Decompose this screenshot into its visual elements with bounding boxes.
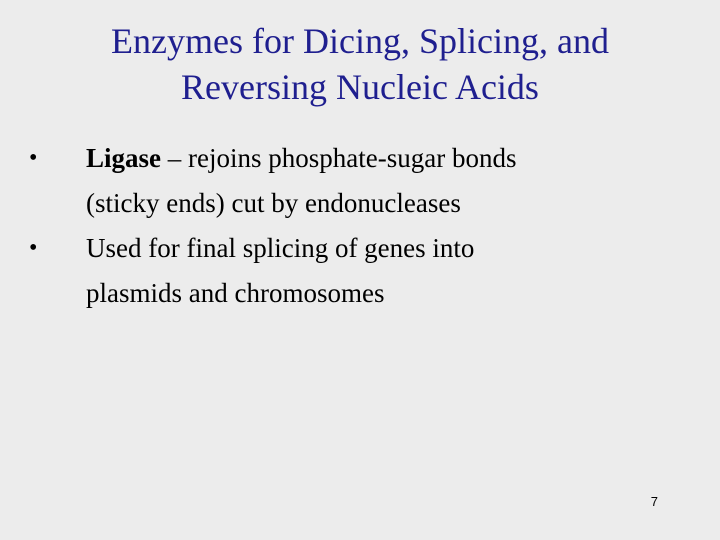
page-number: 7 (650, 494, 658, 509)
bullet-text-line-1: Used for final splicing of genes into (86, 233, 475, 263)
bullet-text-line-1: – rejoins phosphate-sugar bonds (161, 143, 517, 173)
bullet-term: Ligase (86, 143, 162, 173)
bullet-marker: • (29, 145, 38, 171)
bullet-text (86, 233, 474, 308)
bullet-list (0, 136, 720, 316)
slide-title (40, 18, 680, 110)
bullet-marker: • (29, 235, 38, 261)
bullet-item-used-for (0, 226, 646, 316)
bullet-text-line-2: plasmids and chromosomes (86, 278, 385, 308)
title-line-2: Reversing Nucleic Acids (181, 67, 539, 107)
bullet-text-line-2: (sticky ends) cut by endonucleases (86, 188, 461, 218)
title-line-1: Enzymes for Dicing, Splicing, and (111, 21, 609, 61)
bullet-item-ligase (0, 136, 646, 226)
bullet-text (86, 143, 516, 218)
